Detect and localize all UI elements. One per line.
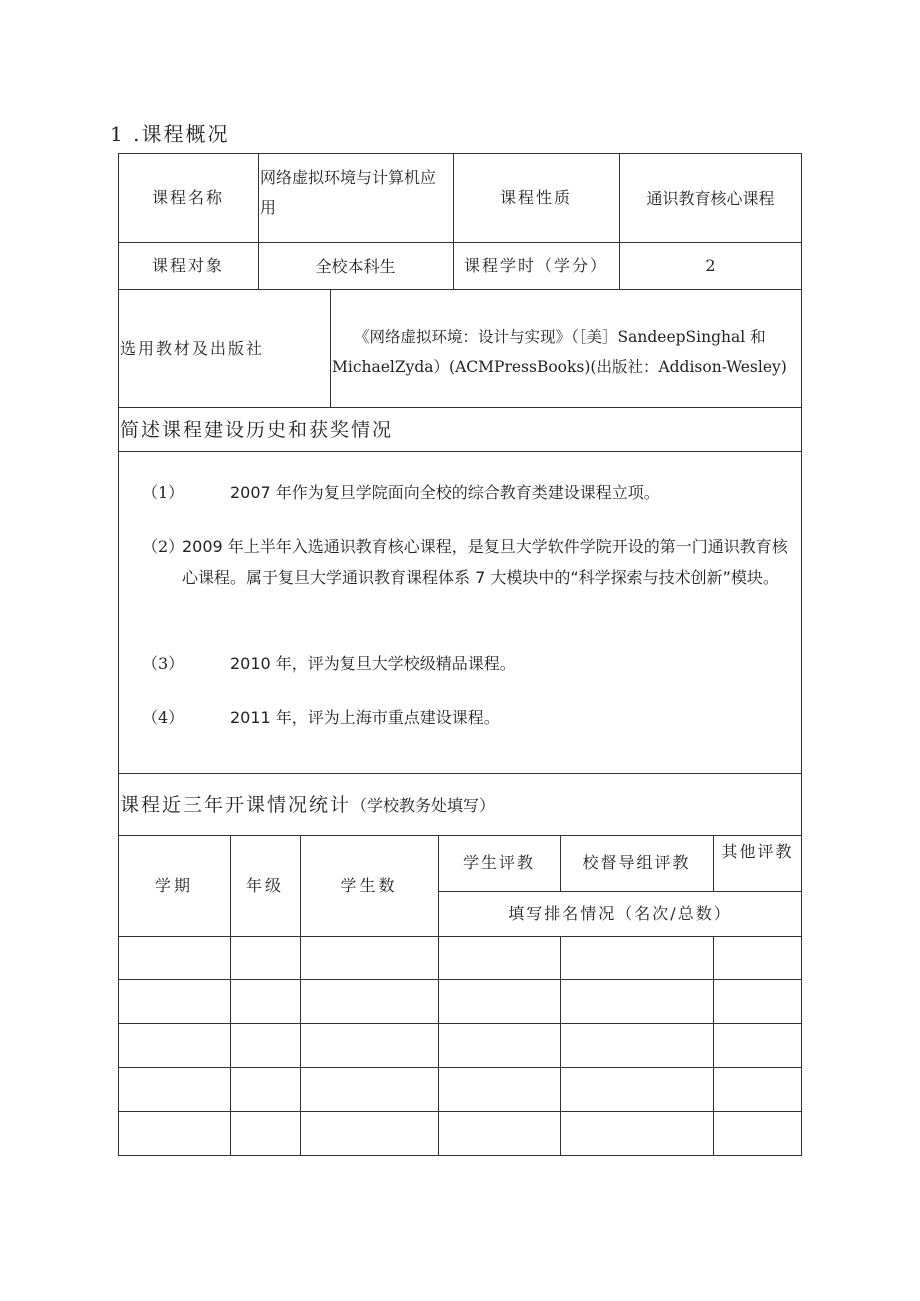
textbook-label: 选用教材及出版社 (120, 339, 265, 358)
divider (118, 773, 802, 774)
history-item-text: 2009 年上半年入选通识教育核心课程，是复旦大学软件学院开设的第一门通识教育核心课程。属于复旦大学通识教育课程体系 7 大模块中的“科学探索与技术创新”模块。 (182, 537, 788, 587)
header-students: 学生数 (340, 876, 398, 895)
divider (438, 835, 439, 1156)
history-item-text: 2007 年作为复旦学院面向全校的综合教育类建设课程立项。 (230, 483, 660, 502)
course-nature-label: 课程性质 (499, 188, 572, 207)
history-item-number: （2） (142, 537, 185, 556)
stats-title-main: 课程近三年开课情况统计 (120, 794, 352, 816)
header-semester: 学期 (154, 876, 193, 895)
divider (118, 289, 802, 290)
history-item (142, 648, 792, 679)
history-item (142, 531, 802, 626)
divider (118, 242, 802, 243)
table-row (118, 1111, 802, 1112)
header-grade: 年级 (245, 876, 284, 895)
table-row (118, 1067, 802, 1068)
header-supervisor-eval: 校督导组评教 (582, 853, 691, 872)
divider (118, 936, 802, 937)
table-row (118, 1023, 802, 1024)
course-name-line1: 网络虚拟环境与计算机应 (260, 168, 437, 187)
divider (438, 891, 802, 892)
header-student-eval: 学生评教 (462, 853, 535, 872)
history-item-number: （3） (142, 654, 185, 673)
history-item-text: 2011 年，评为上海市重点建设课程。 (230, 708, 500, 727)
course-hours-label: 课程学时（学分） (463, 256, 608, 275)
course-nature-value: 通识教育核心课程 (646, 189, 775, 208)
header-other-eval: 其他评教 (721, 842, 794, 861)
divider (330, 289, 331, 407)
course-audience-label: 课程对象 (151, 256, 224, 275)
course-audience-value: 全校本科生 (315, 257, 396, 276)
history-title: 简述课程建设历史和获奖情况 (120, 419, 394, 441)
stats-title-note: （学校教务处填写） (351, 796, 496, 815)
textbook-value (332, 322, 787, 382)
history-item-number: （1） (142, 483, 185, 502)
section-heading: 1 .课程概况 (110, 122, 230, 146)
history-item (142, 702, 792, 733)
textbook-line2: MichaelZyda）(ACMPressBooks)(出版社：Addison-Wesley) (332, 358, 787, 376)
history-item (142, 477, 792, 508)
divider (118, 835, 802, 836)
textbook-line1: 《网络虚拟环境：设计与实现》（［美］SandeepSinghal 和 (354, 328, 766, 346)
course-name-line2: 用 (260, 198, 277, 217)
table-row (118, 979, 802, 980)
divider (118, 451, 802, 452)
course-hours-value: 2 (705, 256, 716, 275)
history-item-number: （4） (142, 708, 185, 727)
header-ranking-note: 填写排名情况（名次/总数） (508, 904, 732, 923)
history-item-text: 2010 年，评为复旦大学校级精品课程。 (230, 654, 516, 673)
course-name-value (260, 163, 436, 223)
divider (560, 936, 561, 1156)
divider (118, 407, 802, 408)
divider (713, 936, 714, 1156)
course-name-label: 课程名称 (151, 188, 224, 207)
stats-title (120, 793, 495, 818)
